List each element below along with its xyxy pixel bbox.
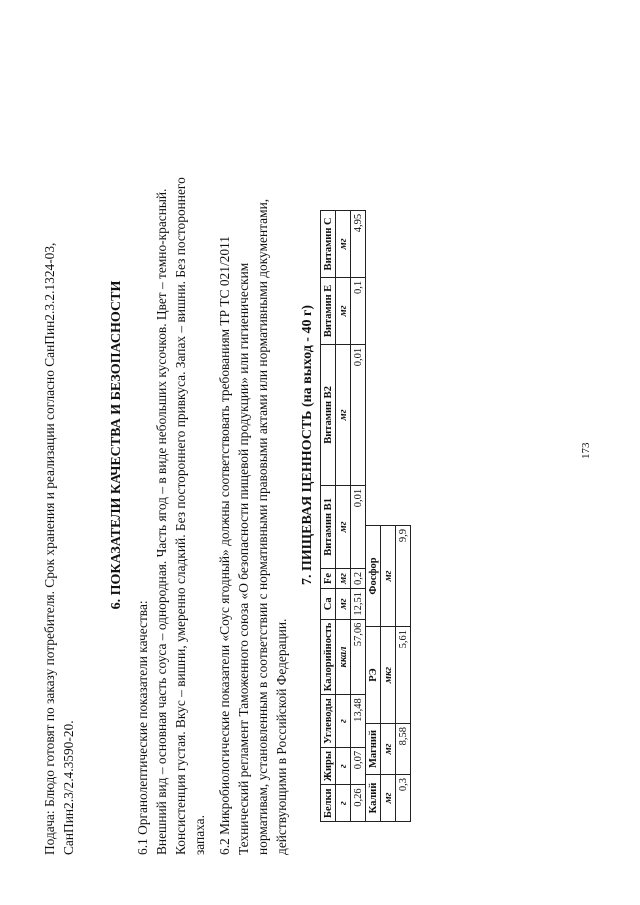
unit-re: мкг — [381, 627, 396, 724]
unit-ca: мг — [336, 589, 351, 620]
value-calories: 57,06 — [351, 619, 366, 695]
value-re: 5,61 — [396, 627, 411, 724]
unit-vit-e: мг — [336, 277, 351, 344]
unit-phosphorus: мг — [381, 526, 396, 627]
organoleptic-line-2: Консистенция густая. Вкус – вишни, умеренно сладкий. Без постороннего привкуса. Запах – вишни. Без постороннего — [173, 177, 188, 855]
serving-line-2: СанПин2.3/2.4.3590-20. — [61, 720, 76, 855]
header-ca: Ca — [321, 589, 336, 620]
micro-line-4: действующими в Российской Федерации. — [274, 618, 289, 855]
header-fe: Fe — [321, 568, 336, 588]
unit-calories: ккал — [336, 619, 351, 695]
value-vit-c: 4,95 — [351, 210, 366, 277]
value-potassium: 0,3 — [396, 775, 411, 822]
organoleptic-line-3: запаха. — [192, 815, 207, 855]
micro-line-3: нормативам, установленным в соответствии с нормативными правовыми актами или нормативными документами, — [255, 198, 270, 855]
value-carbs: 13,48 — [351, 695, 366, 748]
unit-vit-b2: мг — [336, 344, 351, 485]
nutrition-values-row — [351, 210, 366, 821]
header-re: РЭ — [366, 627, 381, 724]
nutrition-table — [320, 210, 366, 822]
unit-vit-b1: мг — [336, 485, 351, 568]
microbiology-block — [215, 35, 291, 855]
value-vit-e: 0,1 — [351, 277, 366, 344]
header-carbs: Углеводы — [321, 695, 336, 748]
value-ca: 12,51 — [351, 589, 366, 620]
minerals-units-row — [381, 526, 396, 822]
header-calories: Калорийность — [321, 619, 336, 695]
value-fat: 0,07 — [351, 747, 366, 784]
value-protein: 0,26 — [351, 785, 366, 822]
organoleptic-heading: 6.1 Органолептические показатели качества: — [135, 600, 150, 855]
micro-line-2: Технический регламент Таможенного союза «О безопасности пищевой продукции» или гигиеническим — [236, 262, 251, 855]
minerals-values-row — [396, 526, 411, 822]
unit-magnesium: мг — [381, 724, 396, 775]
header-potassium: Калий — [366, 775, 381, 822]
unit-potassium: мг — [381, 775, 396, 822]
header-vit-c: Витамин С — [321, 210, 336, 277]
header-magnesium: Магний — [366, 724, 381, 775]
page-number: 173 — [580, 442, 592, 459]
nutrition-header-row — [321, 210, 336, 821]
organoleptic-block — [133, 35, 209, 855]
minerals-table — [365, 525, 411, 822]
unit-fe: мг — [336, 568, 351, 588]
header-fat: Жиры — [321, 747, 336, 784]
nutrition-units-row — [336, 210, 351, 821]
unit-vit-c: мг — [336, 210, 351, 277]
section-7-title: 7. ПИЩЕВАЯ ЦЕННОСТЬ (на выход - 40 г) — [300, 305, 315, 585]
minerals-header-row — [366, 526, 381, 822]
header-vit-e: Витамин Е — [321, 277, 336, 344]
header-vit-b1: Витамин В1 — [321, 485, 336, 568]
unit-fat: г — [336, 747, 351, 784]
section-6-title: 6. ПОКАЗАТЕЛИ КАЧЕСТВА И БЕЗОПАСНОСТИ — [109, 280, 124, 610]
value-phosphorus: 9,9 — [396, 526, 411, 627]
unit-carbs: г — [336, 695, 351, 748]
serving-line-1: Подача: Блюдо готовят по заказу потребителя. Срок хранения и реализации согласно СанПин2.3.2.1324-03, — [42, 242, 57, 855]
header-vit-b2: Витамин В2 — [321, 344, 336, 485]
header-protein: Белки — [321, 785, 336, 822]
organoleptic-line-1: Внешний вид – основная часть соуса – однородная. Часть ягод – в виде небольших кусочков. Цвет – темно-красный. — [154, 188, 169, 855]
unit-protein: г — [336, 785, 351, 822]
micro-line-1: 6.2 Микробиологические показатели «Соус ягодный» должны соответствовать требованиям ТР ТС 021/2011 — [217, 236, 232, 855]
value-magnesium: 8,58 — [396, 724, 411, 775]
header-phosphorus: Фосфор — [366, 526, 381, 627]
value-vit-b1: 0,01 — [351, 485, 366, 568]
serving-note — [40, 35, 78, 855]
value-fe: 0,2 — [351, 568, 366, 588]
value-vit-b2: 0,01 — [351, 344, 366, 485]
